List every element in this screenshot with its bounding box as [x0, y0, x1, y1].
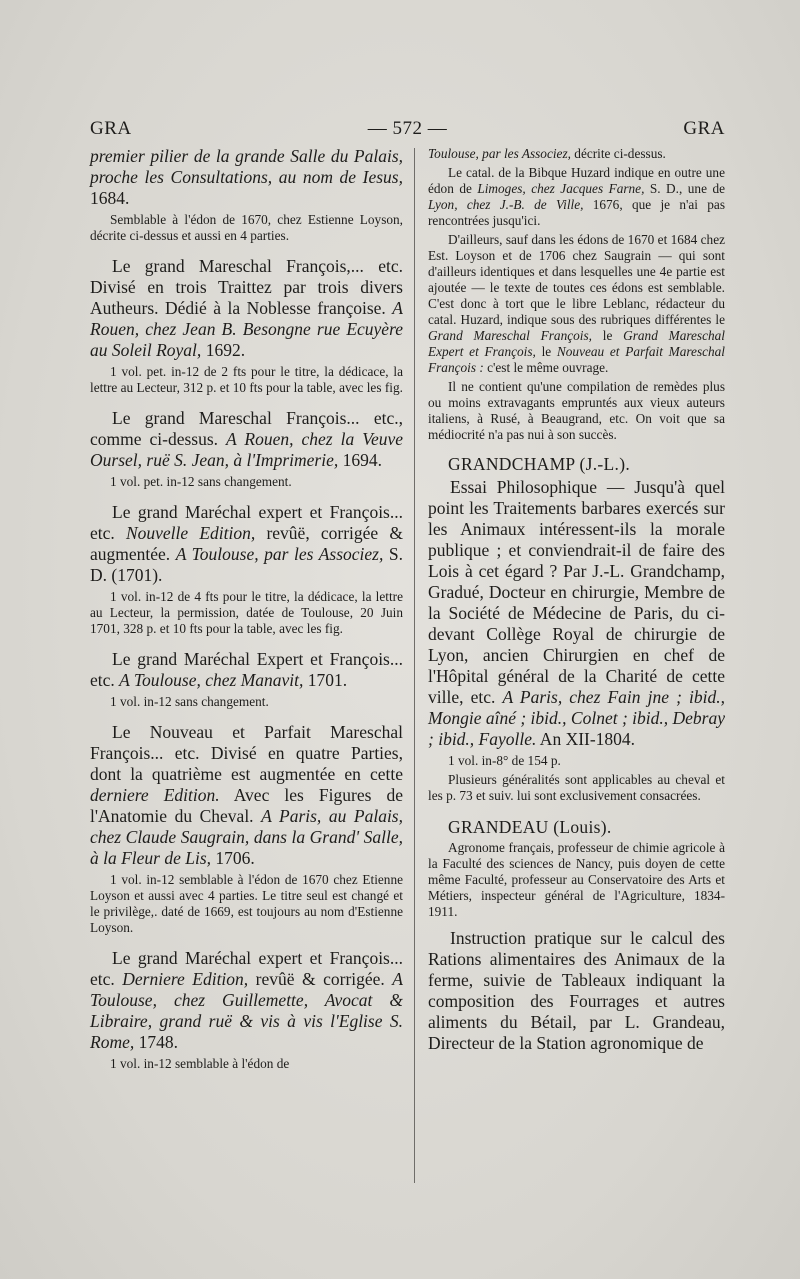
entry-title: [90, 948, 403, 1053]
entry-title: [90, 649, 403, 691]
roman-text: revûë & corrigée.: [248, 969, 393, 989]
running-head-right: GRA: [683, 118, 725, 139]
italic-text: A Paris, au Palais, chez Claude Saugrain, dans la Grand' Salle, à la Fleur de Lis,: [90, 806, 403, 868]
entry-note-continuation: [428, 146, 725, 162]
entry-note: Plusieurs généralités sont applicables au cheval et les p. 73 et suiv. lui sont exclusivement consacrées.: [428, 772, 725, 803]
roman-text: S. D., une de: [644, 181, 725, 196]
roman-text: le: [535, 344, 557, 359]
italic-text: Toulouse, par les Associez,: [428, 146, 571, 161]
italic-text: A Toulouse, par les Associez,: [175, 544, 384, 564]
entry-note: Semblable à l'édon de 1670, chez Estienne Loyson, décrite ci-dessus et aussi en 4 parties.: [90, 212, 403, 243]
roman-text: c'est le même ouvrage.: [483, 360, 609, 375]
entry-title: [90, 256, 403, 361]
entry-title: [90, 146, 403, 209]
italic-text: A Paris, chez Fain jne ; ibid., Mongie aîné ; ibid., Colnet ; ibid., Debray ; ibid., Fayolle.: [428, 687, 725, 749]
roman-text: Le grand Mareschal François,... etc. Divisé en trois Traittez par trois divers Autheurs. Dédié à la Noblesse françoise.: [90, 256, 403, 318]
author-heading: GRANDCHAMP (J.-L.).: [448, 454, 630, 474]
roman-text: Le grand Maréchal Expert et François... etc.: [90, 649, 403, 690]
entry-note: 1 vol. pet. in-12 de 2 fts pour le titre, la dédicace, la lettre au Lecteur, 312 p. et 10 fts pour la table, avec les fig.: [90, 364, 403, 395]
entry-note: 1 vol. in-12 sans changement.: [110, 694, 269, 709]
entry-note: 1 vol. in-12 semblable à l'édon de 1670 chez Etienne Loyson et aussi avec 4 parties. Le titre seul est changé et le privilège,. daté de 1669, est toujours au nom d'Estienne Loyson.: [90, 872, 403, 935]
entry-title: [90, 502, 403, 586]
roman-text: 1694.: [338, 450, 382, 470]
roman-text: 1748.: [134, 1032, 178, 1052]
roman-text: le: [591, 328, 624, 343]
bibliography-entry: [90, 146, 403, 244]
roman-text: Avec les Figures de l'Anatomie du Cheval.: [90, 785, 403, 826]
italic-text: Grand Mareschal François,: [428, 328, 592, 343]
roman-text: An XII-1804.: [536, 729, 636, 749]
italic-text: Nouvelle Edition,: [125, 523, 256, 543]
roman-text: 1701.: [303, 670, 348, 690]
roman-text: 1706.: [211, 848, 255, 868]
roman-text: Le grand Mareschal François... etc., comme ci-dessus.: [90, 408, 403, 449]
bibliography-entry: [90, 649, 403, 710]
right-column: [428, 146, 725, 1066]
roman-text: D'ailleurs, sauf dans les édons de 1670 et 1684 chez Est. Loyson et de 1706 chez Saugrain — qui sont d'ailleurs identiques et dans lesquelles une 4e partie est ajoutée — le texte de toutes ces édons est semblable. C'est donc à tort que le libre Leblanc, rédacteur du catal. Huzard, indique sous des rubriques différentes le: [428, 232, 725, 327]
page-number: — 572 —: [367, 118, 448, 139]
author-heading: GRANDEAU (Louis).: [448, 817, 612, 837]
roman-text: Le catal. de la Bibque Huzard indique en outre une édon de: [428, 165, 725, 196]
roman-text: Le grand Maréchal expert et François... etc.: [90, 948, 403, 989]
bibliography-entry: [90, 502, 403, 637]
entry-title: [428, 928, 725, 1054]
italic-text: A Toulouse, chez Guillemette, Avocat & Libraire, grand ruë & vis à vis l'Eglise S. Rome,: [90, 969, 403, 1052]
author-bio: Agronome français, professeur de chimie agricole à la Faculté des sciences de Nancy, puis doyen de cette même Faculté, professeur au Conservatoire des Arts et Métiers, inspecteur général de l'Agriculture, 1834-1911.: [428, 840, 725, 919]
roman-text: S. D. (1701).: [90, 544, 404, 585]
bibliography-entry: [90, 256, 403, 396]
entry-note: 1 vol. pet. in-12 sans changement.: [110, 474, 292, 489]
left-column: [90, 146, 403, 1084]
italic-text: Lyon, chez J.-B. de Ville,: [428, 197, 584, 212]
roman-text: Le Nouveau et Parfait Mareschal François... etc. Divisé en quatre Parties, dont la quatrième est augmentée en cette: [90, 722, 403, 784]
italic-text: A Rouen, chez la Veuve Oursel, ruë S. Jean, à l'Imprimerie,: [90, 429, 404, 470]
italic-text: Grand Mareschal Expert et François,: [428, 328, 725, 359]
entry-note: [428, 232, 725, 376]
bibliography-entry: [428, 928, 725, 1054]
roman-text: 1676, que je n'ai pas rencontrées jusqu'ici.: [428, 197, 725, 228]
entry-title: [428, 477, 725, 750]
entry-note: 1 vol. in-8° de 154 p.: [448, 753, 561, 768]
roman-text: Essai Philosophique — Jusqu'à quel point les Traitements barbares exercés sur les Animaux intéressent-ils la morale publique ; et conviendrait-il de faire des Lois à cet égard ? Par J.-L. Grandchamp, Gradué, Docteur en chirurgie, Membre de la Société de Médecine de Paris, du ci-devant Collège Royal de chirurgie de Lyon, ancien Chirurgien en chef de l'Hôpital général de la Charité de cette ville, etc.: [428, 477, 725, 707]
italic-text: premier pilier de la grande Salle du Palais, proche les Consultations, au nom de Iesus,: [90, 146, 403, 187]
roman-text: 1684.: [90, 188, 130, 208]
entry-note: 1 vol. in-12 de 4 fts pour le titre, la dédicace, la lettre au Lecteur, la permission, datée de Toulouse, 20 Juin 1701, 328 p. et 10 fts pour la table, avec les fig.: [90, 589, 403, 636]
italic-text: derniere Edition.: [90, 785, 220, 805]
entry-note: [428, 379, 725, 443]
roman-text: 1692.: [201, 340, 246, 360]
running-head-left: GRA: [90, 118, 132, 139]
roman-text: revûë, corrigée & augmentée.: [90, 523, 403, 564]
entry-note: [428, 165, 725, 229]
italic-text: A Rouen, chez Jean B. Besongne rue Ecuyère au Soleil Royal,: [90, 298, 403, 360]
roman-text: décrite ci-dessus.: [570, 146, 666, 161]
roman-text: Le grand Maréchal expert et François... etc.: [90, 502, 403, 543]
bibliography-entry: [90, 408, 403, 490]
bibliography-entry: [428, 477, 725, 804]
entry-title: [90, 722, 403, 869]
italic-text: Nouveau et Parfait Mareschal François :: [428, 344, 726, 375]
running-head: [90, 118, 725, 144]
italic-text: Limoges, chez Jacques Farne,: [477, 181, 645, 196]
bibliography-entry: [90, 948, 403, 1072]
bibliography-entry: [90, 722, 403, 936]
entry-title: [90, 408, 403, 471]
entry-note: 1 vol. in-12 semblable à l'édon de: [110, 1056, 290, 1071]
roman-text: Instruction pratique sur le calcul des Rations alimentaires des Animaux de la ferme, suivie de Tableaux indiquant la composition des Fourrages et autres aliments du Bétail, par L. Grandeau, Directeur de la Station agronomique de: [428, 928, 725, 1053]
italic-text: A Toulouse, chez Manavit,: [119, 670, 304, 690]
column-divider: [414, 148, 415, 1183]
italic-text: Derniere Edition,: [122, 969, 249, 989]
roman-text: Il ne contient qu'une compilation de remèdes plus ou moins extravagants empruntés aux vieux auteurs italiens, à Rusé, à Beaugrand, etc. On voit que sa médiocrité n'a pas nui à son succès.: [428, 379, 725, 442]
